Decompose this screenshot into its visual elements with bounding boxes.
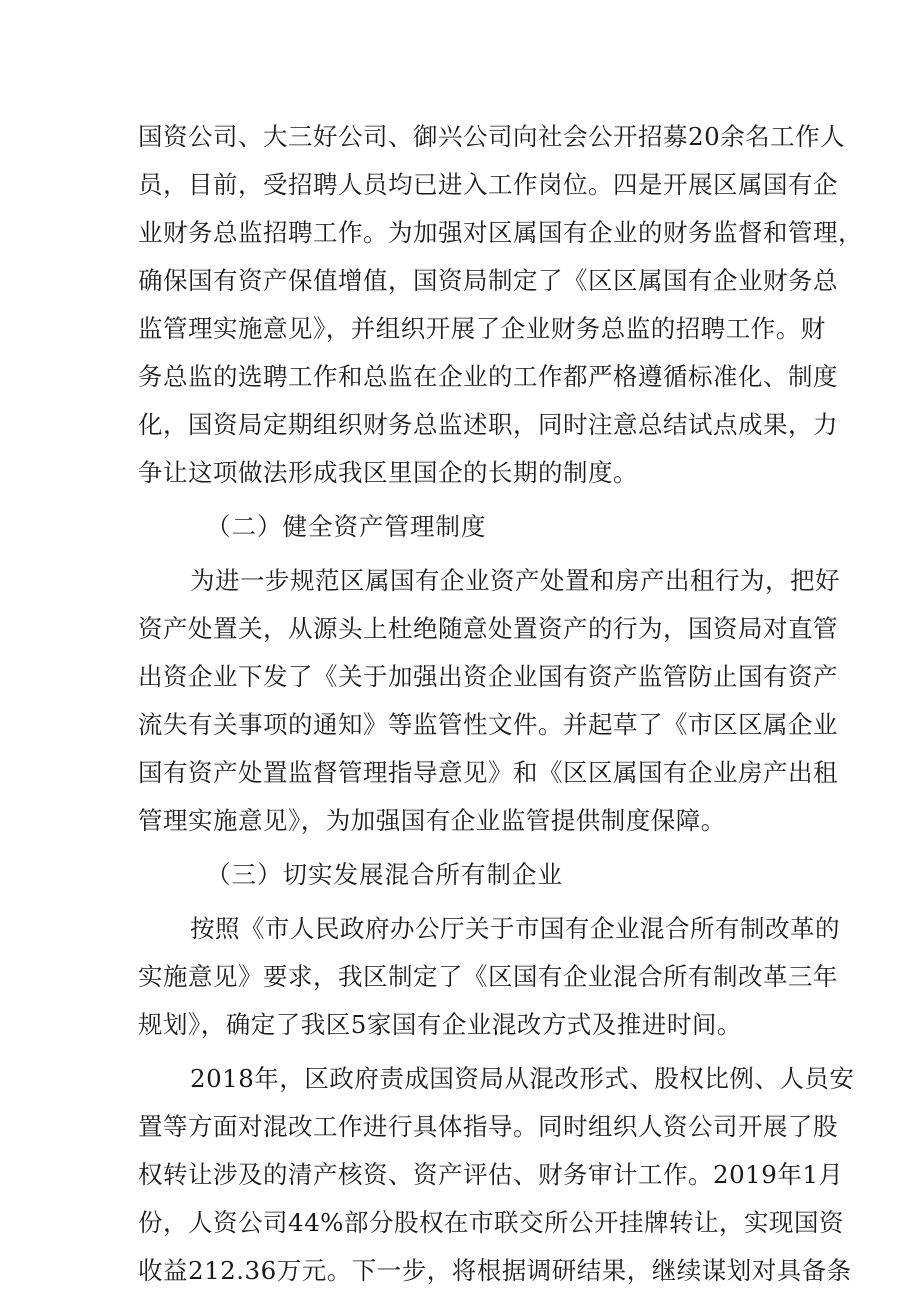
paragraph-1 [138,113,863,497]
text-line: 监管理实施意见》，并组织开展了企业财务总监的招聘工作。财 [138,314,826,343]
text-line: 规划》，确定了我区5家国有企业混改方式及推进时间。 [138,1010,742,1039]
text-line: 国有资产处置监督管理指导意见》和《区区属国有企业房产出租 [138,758,838,787]
paragraph-3 [138,905,840,1049]
text-line: 置等方面对混改工作进行具体指导。同时组织人资公司开展了股 [138,1112,838,1141]
text-line: 份，人资公司44%部分股权在市联交所公开挂牌转让，实现国资 [138,1208,844,1237]
paragraph-2 [138,557,840,845]
text-line: 流失有关事项的通知》等监管性文件。并起草了《市区区属企业 [138,710,838,739]
text-line: 实施意见》要求，我区制定了《区国有企业混合所有制改革三年 [138,962,838,991]
paragraph-4 [138,1055,855,1295]
text-line: 出资企业下发了《关于加强出资企业国有资产监管防止国有资产 [138,662,838,691]
text-line: 收益212.36万元。下一步，将根据调研结果，继续谋划对具备条 [138,1256,852,1285]
text-line: 权转让涉及的清产核资、资产评估、财务审计工作。2019年1月 [138,1160,844,1189]
document-body [138,113,863,1295]
text-line: 资产处置关，从源头上杜绝随意处置资产的行为，国资局对直管 [138,614,838,643]
text-line: 业财务总监招聘工作。为加强对区属国有企业的财务监督和管理， [138,218,863,247]
text-line: 2018年，区政府责成国资局从混改形式、股权比例、人员安 [190,1064,855,1093]
text-line: 管理实施意见》，为加强国有企业监管提供制度保障。 [138,806,726,835]
text-line: 确保国有资产保值增值，国资局制定了《区区属国有企业财务总 [138,266,838,295]
text-line: 员，目前，受招聘人员均已进入工作岗位。四是开展区属国有企 [138,170,838,199]
text-line: 国资公司、大三好公司、御兴公司向社会公开招募20余名工作人 [138,122,846,151]
text-line: 务总监的选聘工作和总监在企业的工作都严格遵循标准化、制度 [138,362,838,391]
text-line: 按照《市人民政府办公厅关于市国有企业混合所有制改革的 [190,914,840,943]
text-line: 化，国资局定期组织财务总监述职，同时注意总结试点成果，力 [138,410,838,439]
section-heading-3: （三）切实发展混合所有制企业 [206,860,563,889]
text-line: 为进一步规范区属国有企业资产处置和房产出租行为，把好 [190,566,840,595]
text-line: 争让这项做法形成我区里国企的长期的制度。 [138,458,638,487]
section-heading-2: （二）健全资产管理制度 [206,512,487,541]
